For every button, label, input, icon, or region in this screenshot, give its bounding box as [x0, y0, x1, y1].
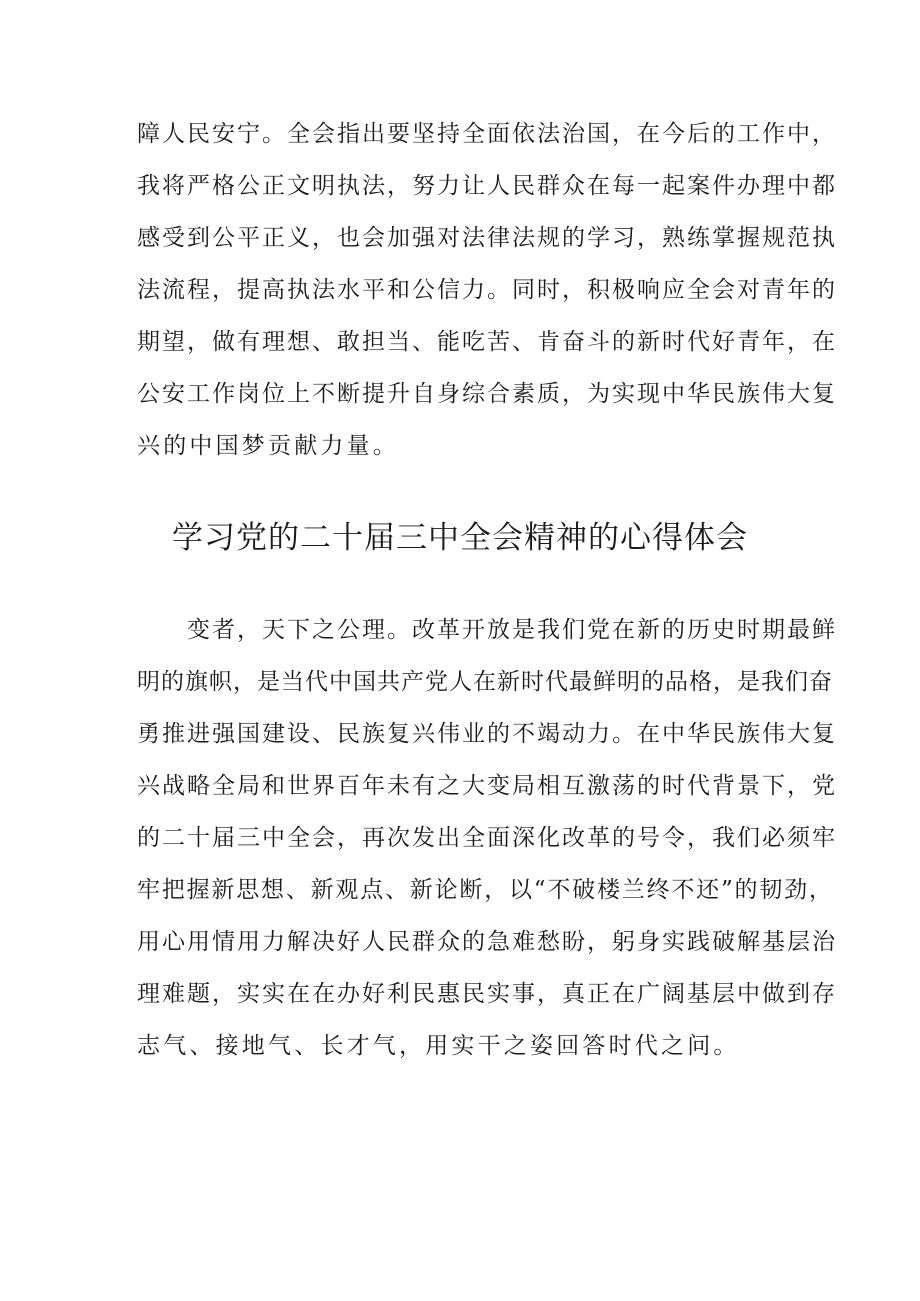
- section-title: 学习党的二十届三中全会精神的心得体会: [172, 520, 748, 556]
- text-line: 公安工作岗位上不断提升自身综合素质，为实现中华民族伟大复: [137, 381, 837, 407]
- text-line: 障人民安宁。全会指出要坚持全面依法治国，在今后的工作中，: [137, 121, 837, 147]
- body-paragraph-1: [137, 108, 837, 472]
- text-line: 感受到公平正义，也会加强对法律法规的学习，熟练掌握规范执: [137, 225, 837, 251]
- text-line: 兴战略全局和世界百年未有之大变局相互激荡的时代背景下，党: [137, 773, 837, 799]
- text-line: 法流程，提高执法水平和公信力。同时，积极响应全会对青年的: [137, 277, 837, 303]
- text-line: 理难题，实实在在办好利民惠民实事，真正在广阔基层中做到存: [137, 981, 837, 1007]
- text-line: 的二十届三中全会，再次发出全面深化改革的号令，我们必须牢: [137, 825, 837, 851]
- text-line: 期望，做有理想、敢担当、能吃苦、肯奋斗的新时代好青年，在: [137, 329, 837, 355]
- text-line: 牢把握新思想、新观点、新论断，以“不破楼兰终不还”的韧劲，: [137, 877, 834, 903]
- text-line: 兴的中国梦贡献力量。: [137, 433, 399, 459]
- text-line: 明的旗帜，是当代中国共产党人在新时代最鲜明的品格，是我们奋: [137, 669, 833, 695]
- text-line: 志气、接地气、长才气，用实干之姿回答时代之问。: [137, 1033, 740, 1059]
- text-line: 勇推进强国建设、民族复兴伟业的不竭动力。在中华民族伟大复: [137, 721, 837, 747]
- text-line: 我将严格公正文明执法，努力让人民群众在每一起案件办理中都: [137, 173, 837, 199]
- text-line: 用心用情用力解决好人民群众的急难愁盼，躬身实践破解基层治: [137, 929, 837, 955]
- body-paragraph-2: [137, 604, 837, 1072]
- text-line: 变者，天下之公理。改革开放是我们党在新的历史时期最鲜: [137, 617, 837, 643]
